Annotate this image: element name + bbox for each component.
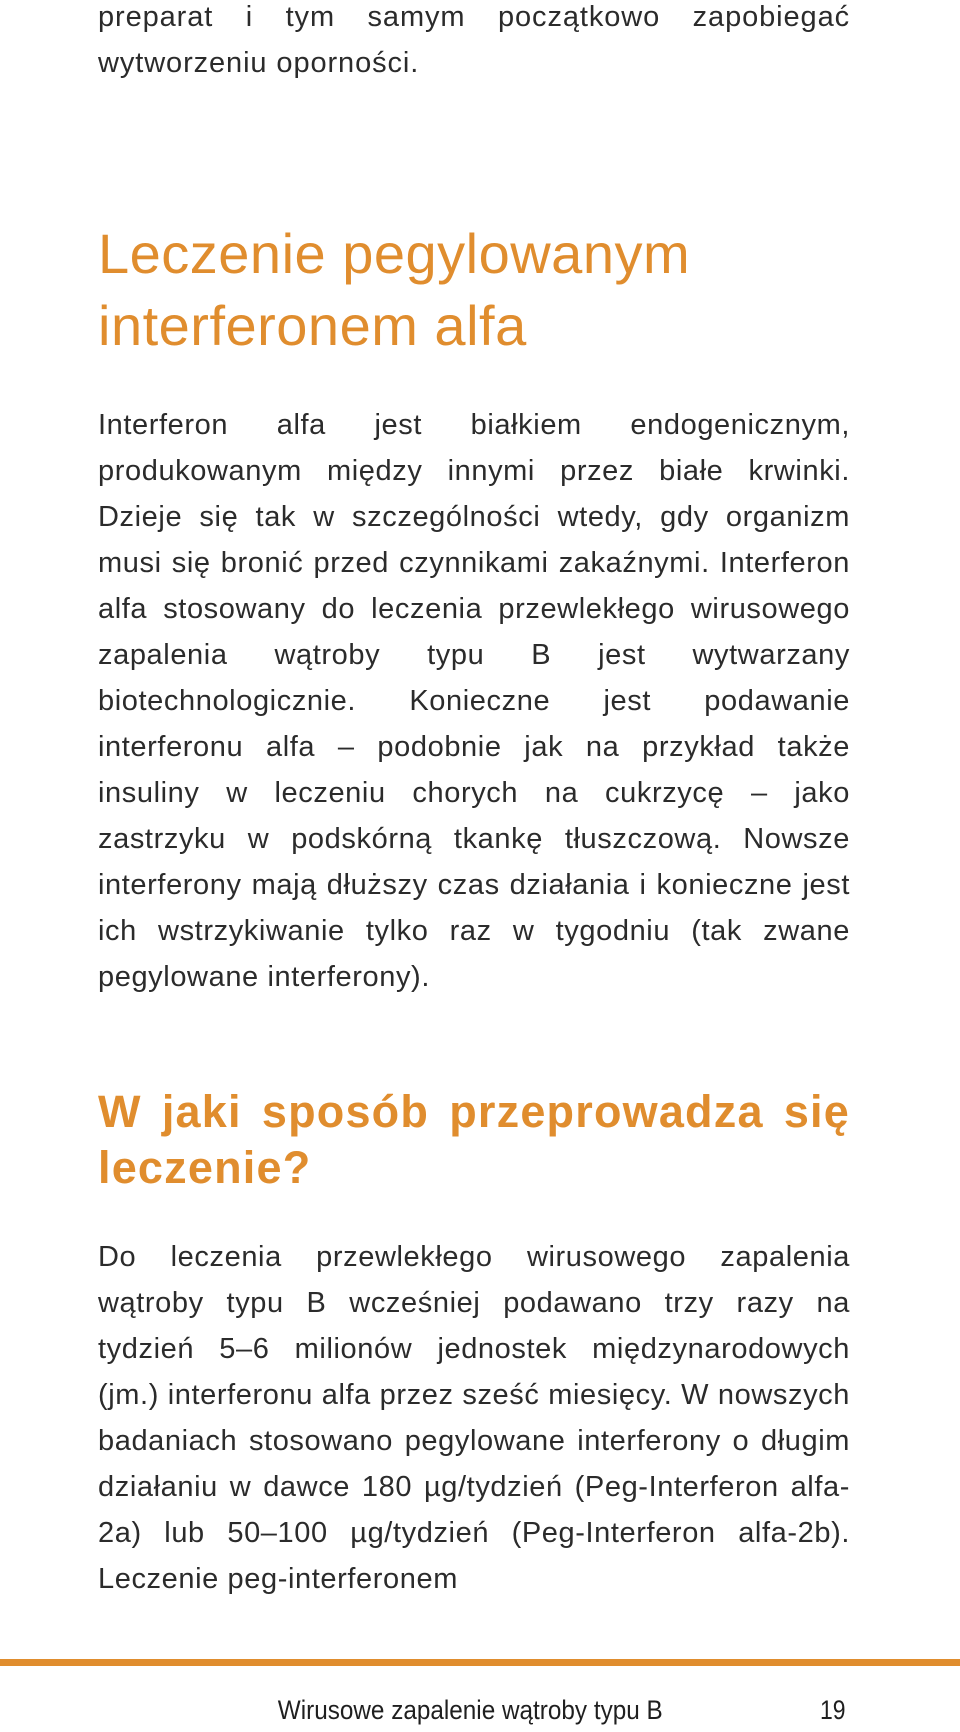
section-heading-pegylated-interferon: Leczenie pegylowanym interferonem alfa — [98, 222, 691, 357]
footer-title: Wirusowe zapalenie wątroby typu B — [278, 1695, 663, 1725]
page-content — [98, 0, 850, 1602]
page-number: 19 — [820, 1695, 846, 1725]
footer-divider — [0, 1659, 960, 1666]
page-footer — [0, 1692, 960, 1732]
section-paragraph-treatment-method: Do leczenia przewlekłego wirusowego zapalenia wątroby typu B wcześniej podawano trzy razy na tydzień 5–6 milionów jednostek międzynarodowych (jm.) interferonu alfa przez sześć miesięcy. W nowszych badaniach stosowano pegylowane interferony o długim działaniu w dawce 180 µg/tydzień (Peg-Interferon alfa-2a) lub 50–100 µg/tydzień (Peg-Interferon alfa-2b). Leczenie peg-interferonem — [98, 1241, 850, 1595]
intro-paragraph: preparat i tym samym początkowo zapobiegać wytworzeniu oporności. — [98, 1, 850, 79]
section-paragraph-pegylated-interferon: Interferon alfa jest białkiem endogenicznym, produkowanym między innymi przez białe krwinki. Dzieje się tak w szczególności wtedy, gdy organizm musi się bronić przed czynnikami zakaźnymi. Interferon alfa stosowany do leczenia przewlekłego wirusowego zapalenia wątroby typu B jest wytwarzany biotechnologicznie. Konieczne jest podawanie interferonu alfa – podobnie jak na przykład także insuliny w leczeniu chorych na cukrzycę – jako zastrzyku w podskórną tkankę tłuszczową. Nowsze interferony mają dłuższy czas działania i konieczne jest ich wstrzykiwanie tylko raz w tygodniu (tak zwane pegylowane interferony). — [98, 409, 850, 993]
section-heading-treatment-method: W jaki sposób przeprowadza się leczenie? — [98, 1086, 850, 1193]
